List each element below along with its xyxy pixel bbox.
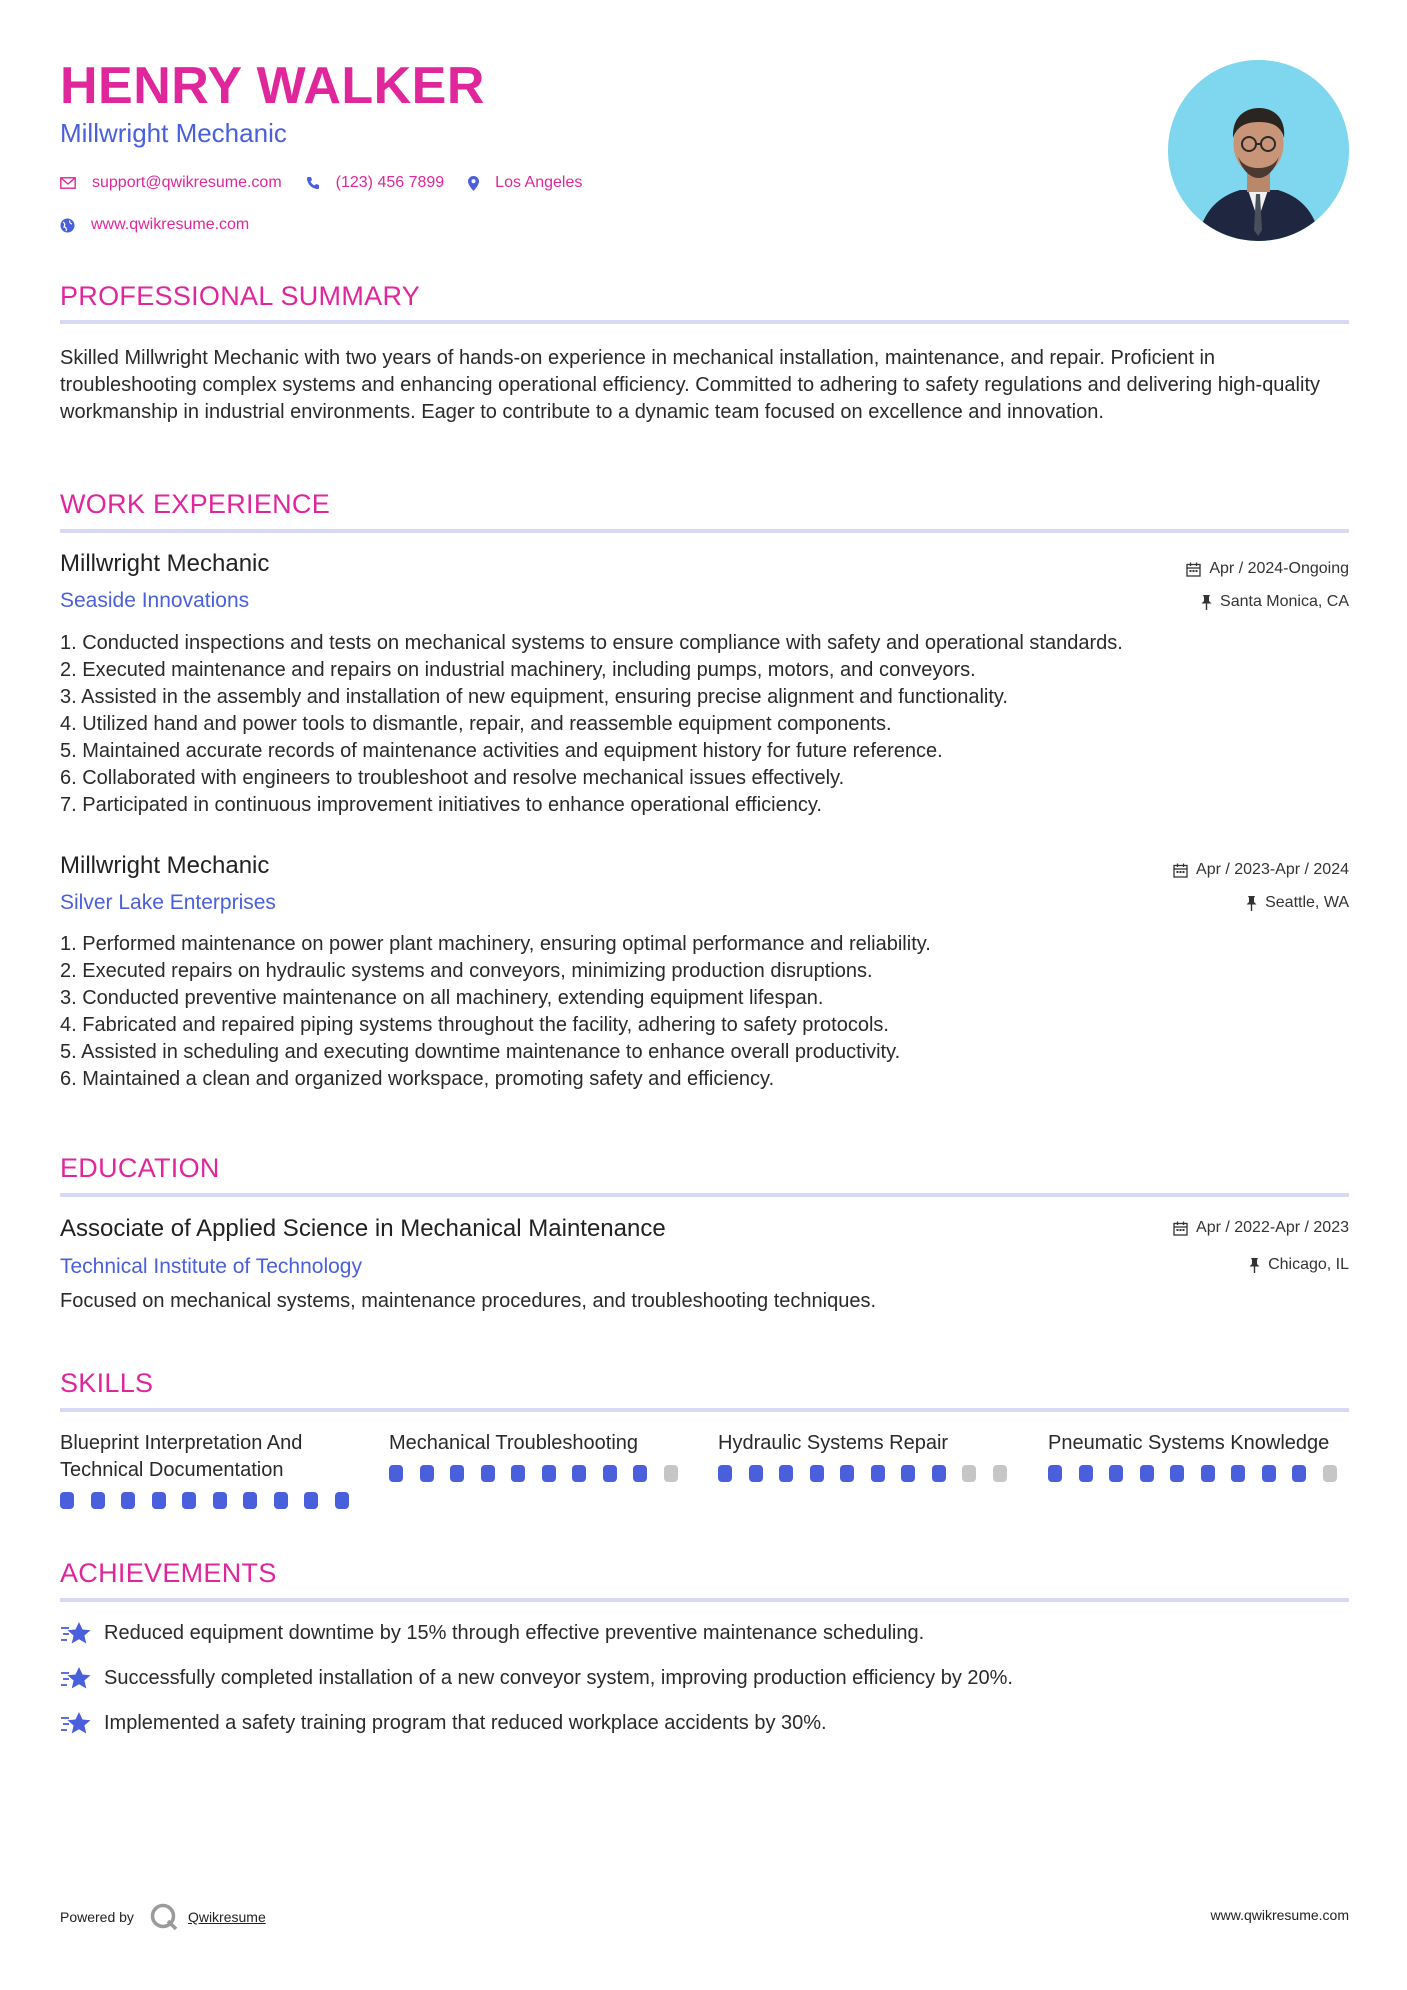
skill-dot-filled (274, 1492, 288, 1509)
qwikresume-link[interactable]: Qwikresume (187, 1909, 266, 1925)
skill-dot-filled (871, 1465, 885, 1482)
achievement-text: Reduced equipment downtime by 15% through effective preventive maintenance scheduling. (104, 1621, 925, 1644)
list-item: 6. Collaborated with engineers to troubleshoot and resolve mechanical issues effectively. (60, 767, 845, 789)
job-title: Millwright Mechanic (60, 852, 270, 879)
star-icon (60, 1665, 92, 1691)
list-item: 4. Utilized hand and power tools to dismantle, repair, and reassemble equipment components. (60, 713, 892, 735)
skill-dot-empty (993, 1465, 1007, 1482)
globe-icon (60, 218, 75, 233)
phone-icon (306, 176, 320, 190)
skill-dot-filled (718, 1465, 732, 1482)
list-item: 4. Fabricated and repaired piping systems throughout the facility, adhering to safety protocols. (60, 1014, 889, 1036)
skill-name: Blueprint Interpretation And Technical Documentation (60, 1432, 303, 1481)
skill-dot-filled (1140, 1465, 1154, 1482)
skill-level (60, 1492, 365, 1509)
list-item: 6. Maintained a clean and organized workspace, promoting safety and efficiency. (60, 1068, 775, 1090)
summary-text: Skilled Millwright Mechanic with two years of hands-on experience in mechanical installation, maintenance, and repair. Proficient in troubleshooting complex systems and enhancing operational efficiency. Committed to adhering to safety regulations and delivering high-quality workmanship in industrial environments. Eager to contribute to a dynamic team focused on excellence and innovation. (60, 347, 1320, 423)
skill-dot-filled (389, 1465, 403, 1482)
job-bullets (60, 630, 1360, 819)
achievement-item (60, 1620, 924, 1646)
skill-dot-filled (1079, 1465, 1093, 1482)
list-item: 1. Performed maintenance on power plant machinery, ensuring optimal performance and reliability. (60, 933, 931, 955)
skill-dot-filled (182, 1492, 196, 1509)
skill-dot-filled (1170, 1465, 1184, 1482)
education-location (1249, 1257, 1349, 1273)
education-location-text: Chicago, IL (1268, 1256, 1349, 1273)
achievement-item (60, 1665, 1013, 1691)
skill-dot-filled (840, 1465, 854, 1482)
experience-section-title: WORK EXPERIENCE (60, 489, 331, 519)
map-pin-icon (468, 176, 479, 191)
achievement-item (60, 1710, 827, 1736)
summary-section-title: PROFESSIONAL SUMMARY (60, 281, 421, 311)
skill-dot-filled (91, 1492, 105, 1509)
company-name: Seaside Innovations (60, 589, 250, 612)
section-divider (60, 1408, 1349, 1412)
job-location-text: Seattle, WA (1265, 894, 1349, 911)
skill-dot-empty (664, 1465, 678, 1482)
list-item: 3. Assisted in the assembly and installation of new equipment, ensuring precise alignment and functionality. (60, 686, 1008, 708)
contact-phone[interactable] (306, 174, 445, 192)
job-dates-text: Apr / 2023-Apr / 2024 (1196, 861, 1349, 878)
contact-email[interactable] (60, 174, 282, 192)
footer-powered-by (60, 1902, 266, 1932)
pushpin-icon (1201, 595, 1212, 610)
achievements-section-title: ACHIEVEMENTS (60, 1558, 277, 1588)
person-portrait-icon (1168, 60, 1349, 241)
skill-dot-empty (1323, 1465, 1337, 1482)
pushpin-icon (1249, 1258, 1260, 1273)
job-title: Millwright Mechanic (60, 550, 270, 577)
calendar-icon (1186, 562, 1201, 577)
skill-level (389, 1465, 694, 1482)
school-name: Technical Institute of Technology (60, 1255, 362, 1278)
skill-dot-filled (810, 1465, 824, 1482)
website-text[interactable]: www.qwikresume.com (91, 216, 250, 233)
list-item: 5. Maintained accurate records of maintenance activities and equipment history for future reference. (60, 740, 943, 762)
skill-dot-filled (1201, 1465, 1215, 1482)
skill-dot-filled (1262, 1465, 1276, 1482)
contact-website[interactable] (60, 216, 249, 234)
list-item: 2. Executed repairs on hydraulic systems and conveyors, minimizing production disruptions. (60, 960, 873, 982)
skill-dot-filled (1048, 1465, 1062, 1482)
skill-item (718, 1430, 1023, 1482)
skill-dot-filled (304, 1492, 318, 1509)
section-divider (60, 529, 1349, 533)
skill-item (60, 1430, 365, 1509)
skill-dot-filled (1231, 1465, 1245, 1482)
location-text: Los Angeles (495, 174, 583, 191)
skill-dot-filled (932, 1465, 946, 1482)
job-dates (1186, 561, 1349, 577)
footer-website[interactable]: www.qwikresume.com (1210, 1907, 1349, 1923)
pushpin-icon (1246, 896, 1257, 911)
contact-location (468, 174, 582, 192)
qwikresume-logo-icon (148, 1902, 180, 1932)
list-item: 7. Participated in continuous improvement initiatives to enhance operational efficiency. (60, 794, 822, 816)
job-dates (1173, 862, 1349, 878)
skill-item (389, 1430, 694, 1482)
email-text[interactable]: support@qwikresume.com (92, 174, 282, 191)
star-icon (60, 1710, 92, 1736)
star-icon (60, 1620, 92, 1646)
calendar-icon (1173, 863, 1188, 878)
skill-dot-filled (901, 1465, 915, 1482)
candidate-name: HENRY WALKER (60, 57, 485, 115)
list-item: 3. Conducted preventive maintenance on all machinery, extending equipment lifespan. (60, 987, 824, 1009)
job-bullets (60, 931, 1360, 1093)
skill-dot-filled (335, 1492, 349, 1509)
job-location-text: Santa Monica, CA (1220, 593, 1349, 610)
skill-dot-filled (633, 1465, 647, 1482)
calendar-icon (1173, 1221, 1188, 1236)
section-divider (60, 1598, 1349, 1602)
contact-row-website (60, 216, 273, 234)
skill-dot-filled (779, 1465, 793, 1482)
profile-photo (1168, 60, 1349, 241)
skill-dot-filled (481, 1465, 495, 1482)
education-dates (1173, 1220, 1349, 1236)
skill-dot-filled (1292, 1465, 1306, 1482)
skill-dot-filled (121, 1492, 135, 1509)
achievement-text: Implemented a safety training program that reduced workplace accidents by 30%. (104, 1711, 827, 1734)
contact-row (60, 174, 606, 192)
skill-dot-filled (420, 1465, 434, 1482)
skill-dot-filled (152, 1492, 166, 1509)
list-item: 2. Executed maintenance and repairs on industrial machinery, including pumps, motors, and conveyors. (60, 659, 976, 681)
degree-title: Associate of Applied Science in Mechanical Maintenance (60, 1215, 666, 1242)
skill-dot-filled (60, 1492, 74, 1509)
skill-item (1048, 1430, 1353, 1482)
skill-level (718, 1465, 1023, 1482)
education-section-title: EDUCATION (60, 1153, 220, 1183)
education-dates-text: Apr / 2022-Apr / 2023 (1196, 1219, 1349, 1236)
skill-dot-filled (243, 1492, 257, 1509)
section-divider (60, 1193, 1349, 1197)
skill-dot-filled (603, 1465, 617, 1482)
achievement-text: Successfully completed installation of a new conveyor system, improving production efficiency by 20%. (104, 1666, 1013, 1689)
skill-dot-filled (213, 1492, 227, 1509)
skill-name: Hydraulic Systems Repair (718, 1432, 949, 1454)
list-item: 1. Conducted inspections and tests on mechanical systems to ensure compliance with safety and operational standards. (60, 632, 1123, 654)
section-divider (60, 320, 1349, 324)
skill-dot-empty (962, 1465, 976, 1482)
mail-icon (60, 177, 76, 189)
skill-dot-filled (749, 1465, 763, 1482)
skill-level (1048, 1465, 1353, 1482)
list-item: 5. Assisted in scheduling and executing downtime maintenance to enhance overall productivity. (60, 1041, 901, 1063)
skill-dot-filled (1109, 1465, 1123, 1482)
job-dates-text: Apr / 2024-Ongoing (1209, 560, 1349, 577)
company-name: Silver Lake Enterprises (60, 891, 276, 914)
skills-section-title: SKILLS (60, 1368, 154, 1398)
skill-name: Mechanical Troubleshooting (389, 1432, 639, 1454)
phone-text[interactable]: (123) 456 7899 (335, 174, 445, 191)
skill-dot-filled (572, 1465, 586, 1482)
candidate-role: Millwright Mechanic (60, 118, 287, 148)
skill-dot-filled (542, 1465, 556, 1482)
skill-dot-filled (450, 1465, 464, 1482)
powered-by-label: Powered by (60, 1909, 134, 1925)
education-description: Focused on mechanical systems, maintenance procedures, and troubleshooting techniques. (60, 1290, 877, 1312)
skill-dot-filled (511, 1465, 525, 1482)
skill-name: Pneumatic Systems Knowledge (1048, 1432, 1330, 1454)
job-location (1246, 895, 1349, 911)
job-location (1201, 594, 1349, 610)
